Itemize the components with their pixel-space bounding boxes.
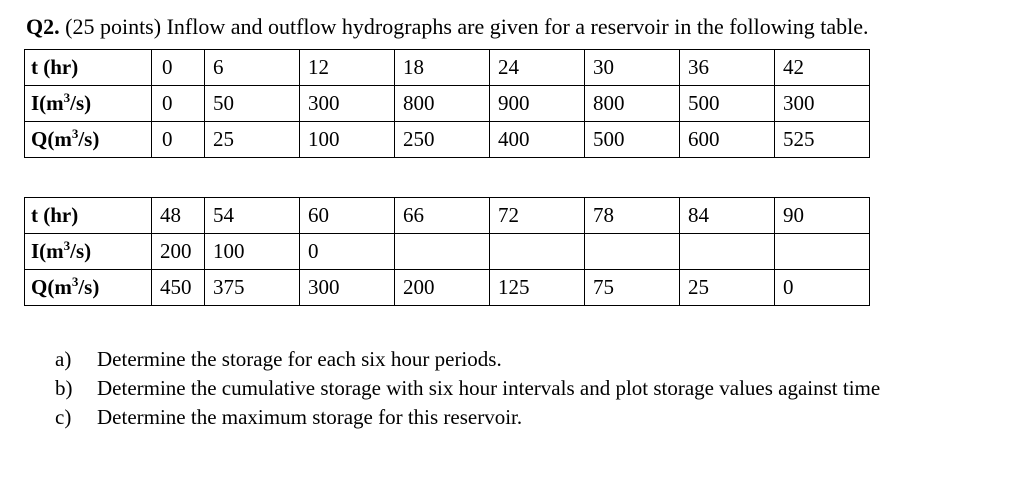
table-cell: 6 [205, 50, 300, 86]
table-cell: 60 [300, 198, 395, 234]
table-cell: 800 [395, 86, 490, 122]
table-cell: 600 [680, 122, 775, 158]
question-heading [26, 14, 869, 40]
table-cell: 200 [395, 270, 490, 306]
table-cell: 100 [300, 122, 395, 158]
task-item-b [55, 374, 955, 403]
table-cell: 125 [490, 270, 585, 306]
time-label: t (hr) [25, 198, 152, 234]
table-cell: 0 [152, 122, 205, 158]
table-cell: 12 [300, 50, 395, 86]
table-cell: 42 [775, 50, 870, 86]
table-cell: 500 [585, 122, 680, 158]
table-cell: 450 [152, 270, 205, 306]
table-cell: 0 [775, 270, 870, 306]
table-cell: 500 [680, 86, 775, 122]
table-cell: 250 [395, 122, 490, 158]
table-cell: 900 [490, 86, 585, 122]
inflow-label: $I(m^3/s)$ [25, 234, 152, 270]
table-cell: 200 [152, 234, 205, 270]
table-cell [775, 234, 870, 270]
table-cell: 0 [152, 86, 205, 122]
time-row [25, 50, 870, 86]
inflow-label: $I(m^3/s)$ [25, 86, 152, 122]
table-cell [490, 234, 585, 270]
inflow-row [25, 234, 870, 270]
hydrograph-table-1 [24, 49, 870, 158]
table-cell: 25 [680, 270, 775, 306]
table-cell: 75 [585, 270, 680, 306]
question-text: (25 points) Inflow and outflow hydrographs are given for a reservoir in the following table. [65, 14, 869, 39]
hydrograph-table-2 [24, 197, 870, 306]
table-cell: 525 [775, 122, 870, 158]
table-cell: 300 [300, 86, 395, 122]
task-marker: b) [55, 376, 73, 400]
table-cell: 66 [395, 198, 490, 234]
table-cell: 800 [585, 86, 680, 122]
outflow-row [25, 122, 870, 158]
question-number: Q2. [26, 14, 60, 39]
table-cell: 90 [775, 198, 870, 234]
task-item-c [55, 403, 955, 432]
table-cell: 78 [585, 198, 680, 234]
table-cell: 18 [395, 50, 490, 86]
inflow-row [25, 86, 870, 122]
task-item-a [55, 345, 955, 374]
time-row [25, 198, 870, 234]
task-text: Determine the maximum storage for this reservoir. [97, 405, 523, 429]
table-cell [395, 234, 490, 270]
outflow-label: $Q(m^3/s)$ [25, 122, 152, 158]
task-text: Determine the storage for each six hour periods. [97, 347, 502, 371]
table-cell: 0 [300, 234, 395, 270]
outflow-row [25, 270, 870, 306]
table-cell: 48 [152, 198, 205, 234]
task-marker: a) [55, 347, 72, 371]
table-cell: 100 [205, 234, 300, 270]
task-text: Determine the cumulative storage with six hour intervals and plot storage values against time [97, 376, 881, 400]
table-cell: 300 [775, 86, 870, 122]
time-label: t (hr) [25, 50, 152, 86]
table-cell: 30 [585, 50, 680, 86]
outflow-label: $Q(m^3/s)$ [25, 270, 152, 306]
table-cell: 50 [205, 86, 300, 122]
table-cell [585, 234, 680, 270]
table-cell: 36 [680, 50, 775, 86]
task-marker: c) [55, 405, 72, 429]
task-list [55, 345, 955, 432]
table-cell [680, 234, 775, 270]
table-cell: 54 [205, 198, 300, 234]
table-cell: 25 [205, 122, 300, 158]
table-cell: 400 [490, 122, 585, 158]
table-cell: 0 [152, 50, 205, 86]
table-cell: 84 [680, 198, 775, 234]
table-cell: 24 [490, 50, 585, 86]
table-cell: 375 [205, 270, 300, 306]
table-cell: 72 [490, 198, 585, 234]
table-cell: 300 [300, 270, 395, 306]
